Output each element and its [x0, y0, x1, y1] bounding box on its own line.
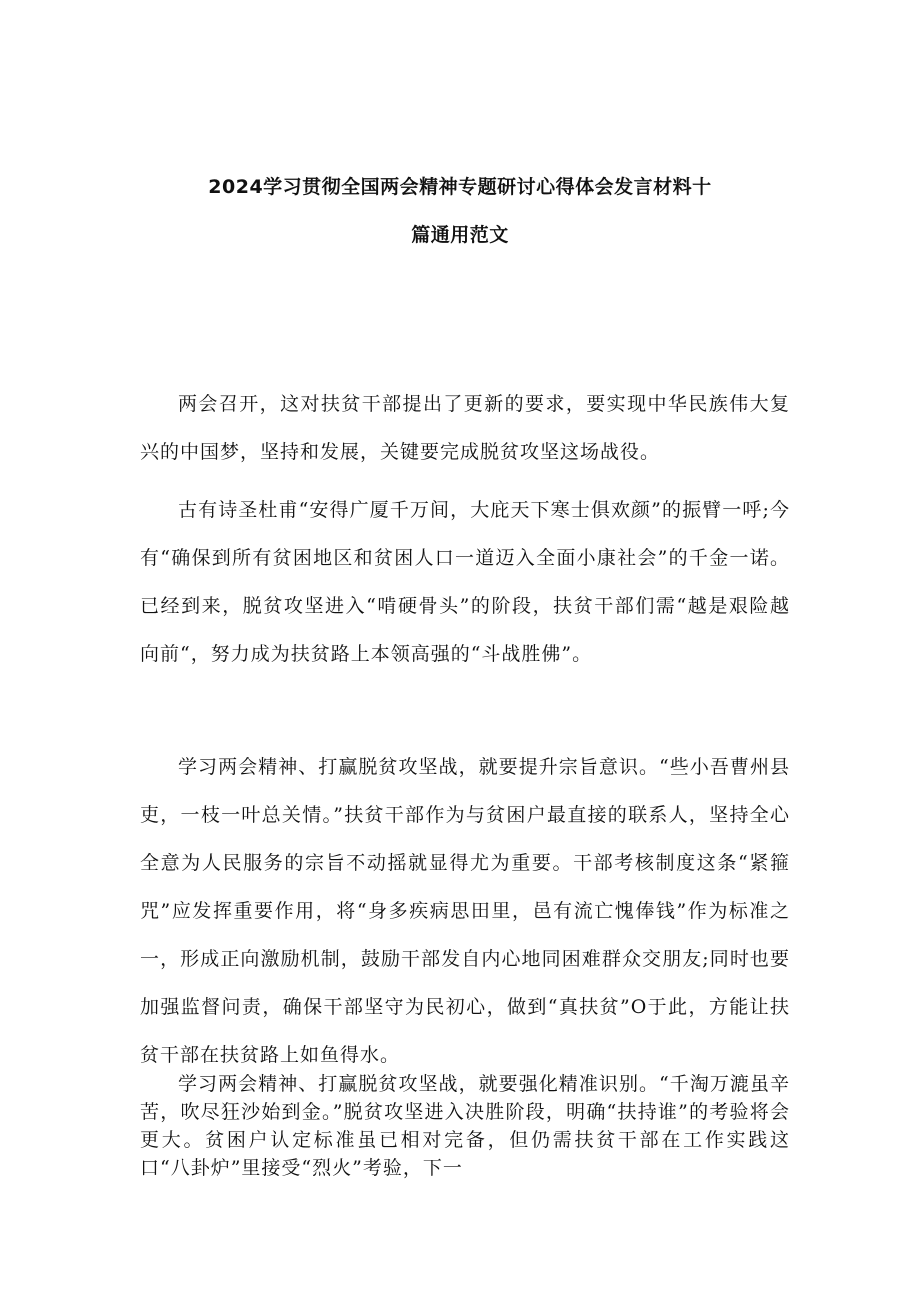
paragraph-1: 两会召开，这对扶贫干部提出了更新的要求，要实现中华民族伟大复兴的中国梦，坚持和发展，关键要完成脱贫攻坚这场战役。 [140, 393, 790, 463]
paragraph-2: 古有诗圣杜甫“安得广厦千万间，大庇天下寒士俱欢颜”的振臂一呼;今有“确保到所有贫困地区和贫困人口一道迈入全面小康社会”的千金一诺。已经到来，脱贫攻坚进入“啃硬骨头”的阶段，扶贫干部们需“越是艰险越向前“，努力成为扶贫路上本领高强的“斗战胜佛”。 [140, 499, 790, 665]
paragraph-4: 学习两会精神、打赢脱贫攻坚战，就要强化精准识别。“千淘万漉虽辛苦，吹尽狂沙始到金。”脱贫攻坚进入决胜阶段，明确“扶持谁”的考验将会更大。贫困户认定标准虽已相对完备，但仍需扶贫干部在工作实践这口“八卦炉”里接受“烈火”考验，下一 [140, 1073, 790, 1179]
document-title-line-2: 篇通用范文 [411, 224, 509, 246]
document-title-line-1: 2024学习贯彻全国两会精神专题研讨心得体会发言材料十 [208, 176, 712, 198]
paragraph-3: 学习两会精神、打赢脱贫攻坚战，就要提升宗旨意识。“些小吾曹州县吏，一枝一叶总关情。”扶贫干部作为与贫困户最直接的联系人，坚持全心全意为人民服务的宗旨不动摇就显得尤为重要。干部考核制度这条“紧箍咒”应发挥重要作用，将“身多疾病思田里，邑有流亡愧俸钱”作为标准之一，形成正向激励机制，鼓励干部发自内心地同困难群众交朋友;同时也要加强监督问责，确保干部坚守为民初心，做到“真扶贫”O于此，方能让扶贫干部在扶贫路上如鱼得水。 [140, 756, 790, 1066]
